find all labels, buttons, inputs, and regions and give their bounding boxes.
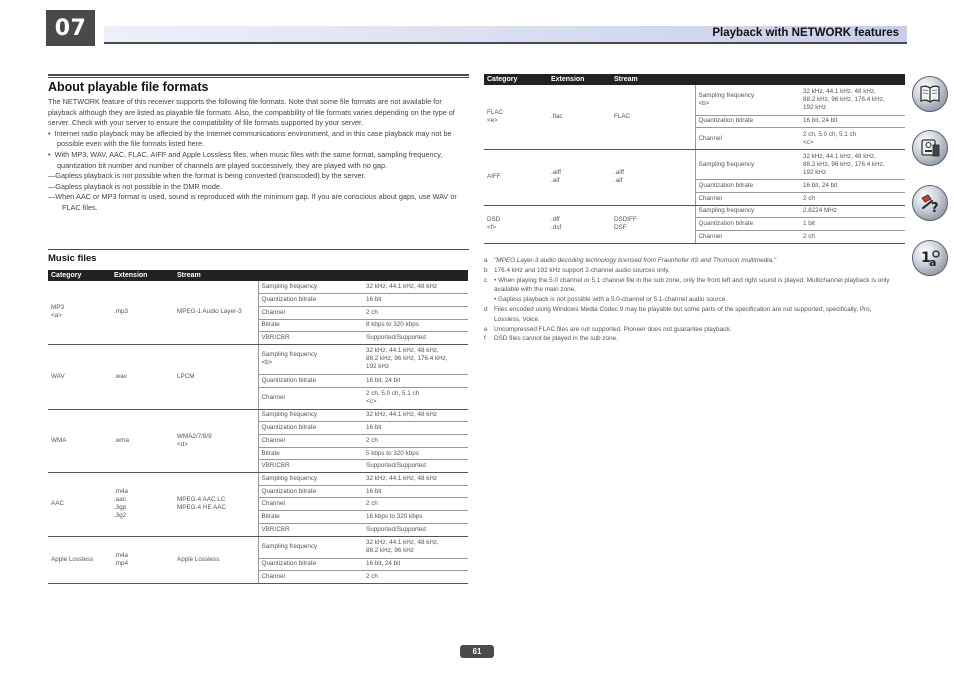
property-cell: Bitrate bbox=[258, 511, 363, 524]
property-cell: Bitrate bbox=[258, 447, 363, 460]
svg-text:?: ? bbox=[931, 201, 939, 215]
footnote-key: f bbox=[484, 335, 486, 343]
footnote-f bbox=[484, 334, 898, 344]
property-cell: VBR/CBR bbox=[258, 523, 363, 536]
footnote-key: d bbox=[484, 305, 488, 313]
music-files-title: Music files bbox=[48, 253, 97, 264]
footnote-text: Files encoded using Windows Media Codec 9 may be playable but some parts of the specification are not supported; specifically, Pro, Lossless, Voice. bbox=[494, 305, 872, 323]
stream-cell: WMA2/7/8/9 <d> bbox=[174, 409, 258, 472]
value-cell: 16 bit, 24 bit bbox=[363, 374, 468, 387]
property-cell: Sampling frequency bbox=[258, 536, 363, 558]
bullet-glyph: • bbox=[48, 128, 51, 138]
property-cell: Quantization bitrate bbox=[695, 180, 800, 193]
extension-cell: .aiff .aif bbox=[548, 150, 611, 205]
category-cell: FLAC <e> bbox=[484, 85, 548, 150]
category-cell: WMA bbox=[48, 409, 111, 472]
category-cell: AAC bbox=[48, 473, 111, 536]
category-cell: MP3 <a> bbox=[48, 281, 111, 344]
book-icon[interactable] bbox=[912, 76, 948, 112]
bullet-glyph: • bbox=[48, 149, 51, 159]
category-cell: WAV bbox=[48, 344, 111, 409]
extension-cell: .dff .dsf bbox=[548, 205, 611, 243]
table-row bbox=[48, 344, 468, 374]
footnotes bbox=[484, 256, 898, 344]
extension-cell: .m4a .aac .3gp .3g2 bbox=[111, 473, 174, 536]
footnote-key: e bbox=[484, 325, 488, 333]
property-cell: VBR/CBR bbox=[258, 460, 363, 473]
value-cell: 32 kHz, 44.1 kHz, 48 kHz bbox=[363, 409, 468, 422]
dash-text: Gapless playback is not possible in the DMR mode. bbox=[55, 181, 222, 191]
table-row bbox=[484, 85, 905, 115]
property-cell: Quantization bitrate bbox=[695, 115, 800, 128]
section-rule-top-thin bbox=[48, 77, 469, 78]
index-icon[interactable] bbox=[912, 240, 948, 276]
property-cell: Channel bbox=[695, 230, 800, 243]
header-blank bbox=[800, 74, 905, 85]
table-row bbox=[484, 150, 905, 180]
footnote-text: • When playing the 5.0 channel or 5.1 channel file in the sub zone, only the front left and right sound is played. Multichannel playback is only available with the main zone. bbox=[494, 276, 890, 294]
stream-cell: FLAC bbox=[611, 85, 695, 150]
footnote-text: • Gapless playback is not possible with a 5.0-channel or 5.1-channel audio source. bbox=[494, 296, 728, 304]
property-cell: Channel bbox=[695, 128, 800, 150]
footnote-text: 176.4 kHz and 192 kHz support 2-channel audio sources only. bbox=[494, 266, 670, 274]
footnote-d bbox=[484, 305, 898, 325]
value-cell: 16 bit bbox=[363, 294, 468, 307]
header-category: Category bbox=[484, 74, 548, 85]
table-row bbox=[48, 409, 468, 422]
footnote-b bbox=[484, 266, 898, 276]
bullet-internet-radio bbox=[48, 129, 468, 150]
value-cell: 16 bit, 24 bit bbox=[363, 558, 468, 571]
table-header-row bbox=[48, 270, 468, 281]
table-row bbox=[48, 281, 468, 294]
value-cell: 5 kbps to 320 kbps bbox=[363, 447, 468, 460]
subsection-rule bbox=[48, 249, 469, 250]
property-cell: VBR/CBR bbox=[258, 332, 363, 345]
bullet-text: With MP3, WAV, AAC, FLAC, AIFF and Apple Lossless files, when music files with the same format, sampling frequency, quantization bit number and number of channels are played successively, they are played with no gap. bbox=[54, 149, 443, 170]
footnote-key: a bbox=[484, 257, 488, 264]
table-row bbox=[484, 205, 905, 218]
svg-text:1: 1 bbox=[921, 250, 931, 266]
stream-cell: MPEG-1 Audio Layer-3 bbox=[174, 281, 258, 344]
header-extension: Extension bbox=[111, 270, 174, 281]
extension-cell: .wav bbox=[111, 344, 174, 409]
tools-question-icon-glyph bbox=[918, 191, 942, 215]
extension-cell: .mp3 bbox=[111, 281, 174, 344]
property-cell: Quantization bitrate bbox=[258, 374, 363, 387]
value-cell: 32 kHz, 44.1 kHz, 48 kHz, 88.2 kHz, 96 kHz bbox=[363, 536, 468, 558]
dash-transcoded bbox=[48, 171, 468, 182]
value-cell: 32 kHz, 44.1 kHz, 48 kHz, 88.2 kHz, 96 kHz, 176.4 kHz, 192 kHz bbox=[800, 150, 905, 180]
property-cell: Quantization bitrate bbox=[258, 422, 363, 435]
stream-cell: LPCM bbox=[174, 344, 258, 409]
property-cell: Quantization bitrate bbox=[258, 485, 363, 498]
property-cell: Quantization bitrate bbox=[258, 294, 363, 307]
property-cell: Channel bbox=[695, 192, 800, 205]
dash-text: When AAC or MP3 format is used, sound is reproduced with the minimum gap. If you are conscious about gaps, use WAV or FLAC files. bbox=[55, 192, 457, 212]
chapter-number: 07 bbox=[46, 10, 95, 46]
extension-cell: .m4a .mp4 bbox=[111, 536, 174, 583]
value-cell: 2 ch bbox=[800, 230, 905, 243]
value-cell: 32 kHz, 44.1 kHz, 48 kHz, 88.2 kHz, 96 kHz, 176.4 kHz, 192 kHz bbox=[363, 344, 468, 374]
property-cell: Channel bbox=[258, 498, 363, 511]
receiver-icon-glyph bbox=[918, 136, 942, 160]
value-cell: 1 bit bbox=[800, 218, 905, 231]
value-cell: 2 ch bbox=[363, 498, 468, 511]
stream-cell: DSDIFF DSF bbox=[611, 205, 695, 243]
property-cell: Sampling frequency bbox=[258, 473, 363, 486]
category-cell: AIFF bbox=[484, 150, 548, 205]
book-icon-glyph bbox=[918, 82, 942, 106]
value-cell: 2 ch bbox=[363, 306, 468, 319]
header-stream: Stream bbox=[611, 74, 695, 85]
property-cell: Bitrate bbox=[258, 319, 363, 332]
value-cell: 16 bit bbox=[363, 422, 468, 435]
value-cell: 16 bit, 24 bit bbox=[800, 180, 905, 193]
footnote-key bbox=[484, 295, 494, 305]
property-cell: Sampling frequency bbox=[695, 205, 800, 218]
property-cell: Quantization bitrate bbox=[258, 558, 363, 571]
footnote-text: "MPEG Layer-3 audio decoding technology licensed from Fraunhofer IIS and Thomson multimedia." bbox=[494, 257, 777, 264]
value-cell: Supported/Supported bbox=[363, 460, 468, 473]
property-cell: Sampling frequency <b> bbox=[695, 85, 800, 115]
value-cell: 32 kHz, 44.1 kHz, 48 kHz bbox=[363, 473, 468, 486]
table-row bbox=[48, 473, 468, 486]
bullet-gapless bbox=[48, 150, 468, 171]
property-cell: Sampling frequency bbox=[695, 150, 800, 180]
music-files-table bbox=[48, 270, 468, 584]
index-icon-glyph bbox=[918, 246, 942, 270]
receiver-icon[interactable] bbox=[912, 130, 948, 166]
intro-paragraph: The NETWORK feature of this receiver supports the following file formats. Note that some file formats are not available for playback although they are listed as playable file formats. Also, the compatibility of file formats varies depending on the type of server. Check with your server to ensure the compatibility of file formats supported by your server. bbox=[48, 97, 455, 128]
value-cell: 16 kbps to 320 kbps bbox=[363, 511, 468, 524]
section-title: About playable file formats bbox=[48, 80, 209, 94]
dash-glyph: — bbox=[48, 192, 56, 202]
svg-text:a: a bbox=[929, 256, 937, 269]
category-cell: DSD <f> bbox=[484, 205, 548, 243]
value-cell: 16 bit, 24 bit bbox=[800, 115, 905, 128]
category-cell: Apple Lossless bbox=[48, 536, 111, 583]
value-cell: 16 bit bbox=[363, 485, 468, 498]
section-rule-top bbox=[48, 74, 469, 76]
stream-cell: MPEG-4 AAC LC MPEG-4 HE AAC bbox=[174, 473, 258, 536]
section-body bbox=[48, 97, 468, 214]
footnote-key: c bbox=[484, 276, 488, 284]
footnote-key: b bbox=[484, 266, 488, 274]
property-cell: Quantization bitrate bbox=[695, 218, 800, 231]
page-number: 61 bbox=[460, 645, 494, 658]
property-cell: Sampling frequency bbox=[258, 409, 363, 422]
property-cell: Sampling frequency <b> bbox=[258, 344, 363, 374]
value-cell: 2 ch bbox=[363, 435, 468, 448]
header-blank bbox=[363, 270, 468, 281]
header-blank bbox=[258, 270, 363, 281]
footnote-text: Uncompressed FLAC files are not supported. Pioneer does not guarantee playback. bbox=[494, 325, 732, 333]
bullet-text: Internet radio playback may be affected by the Internet communications environment, and in this case playback may not be possible even with the file formats listed here. bbox=[54, 128, 452, 149]
value-cell: 2 ch bbox=[800, 192, 905, 205]
value-cell: 2 ch, 5.0 ch, 5.1 ch <c> bbox=[800, 128, 905, 150]
value-cell: 2 ch, 5.0 ch, 5.1 ch <c> bbox=[363, 387, 468, 409]
dash-dmr bbox=[48, 182, 468, 193]
header-bar bbox=[104, 26, 907, 44]
header-blank bbox=[695, 74, 800, 85]
extension-cell: .wma bbox=[111, 409, 174, 472]
value-cell: Supported/Supported bbox=[363, 523, 468, 536]
property-cell: Sampling frequency bbox=[258, 281, 363, 294]
property-cell: Channel bbox=[258, 387, 363, 409]
property-cell: Channel bbox=[258, 306, 363, 319]
table-header-row bbox=[484, 74, 905, 85]
footnote-c-2 bbox=[484, 295, 898, 305]
header-extension: Extension bbox=[548, 74, 611, 85]
lossless-formats-table bbox=[484, 74, 905, 244]
footnote-e bbox=[484, 325, 898, 335]
extension-cell: .flac bbox=[548, 85, 611, 150]
dash-aac-mp3 bbox=[48, 192, 468, 213]
value-cell: 32 kHz, 44.1 kHz, 48 kHz bbox=[363, 281, 468, 294]
value-cell: 8 kbps to 320 kbps bbox=[363, 319, 468, 332]
stream-cell: .aiff .aif bbox=[611, 150, 695, 205]
dash-glyph: — bbox=[48, 171, 56, 181]
header-stream: Stream bbox=[174, 270, 258, 281]
dash-text: Gapless playback is not possible when the format is being converted (transcoded) by the server. bbox=[55, 171, 366, 181]
footnote-a bbox=[484, 256, 898, 266]
dash-glyph: — bbox=[48, 181, 56, 191]
property-cell: Channel bbox=[258, 435, 363, 448]
value-cell: Supported/Supported bbox=[363, 332, 468, 345]
stream-cell: Apple Lossless bbox=[174, 536, 258, 583]
header-title: Playback with NETWORK features bbox=[712, 27, 899, 39]
property-cell: Channel bbox=[258, 571, 363, 584]
value-cell: 32 kHz, 44.1 kHz, 48 kHz, 88.2 kHz, 96 kHz, 176.4 kHz, 192 kHz bbox=[800, 85, 905, 115]
value-cell: 2 ch bbox=[363, 571, 468, 584]
footnote-text: DSD files cannot be played in the sub zone. bbox=[494, 335, 618, 343]
footnote-c bbox=[484, 276, 898, 296]
tools-question-icon[interactable] bbox=[912, 185, 948, 221]
value-cell: 2.8224 MHz bbox=[800, 205, 905, 218]
table-row bbox=[48, 536, 468, 558]
header-category: Category bbox=[48, 270, 111, 281]
